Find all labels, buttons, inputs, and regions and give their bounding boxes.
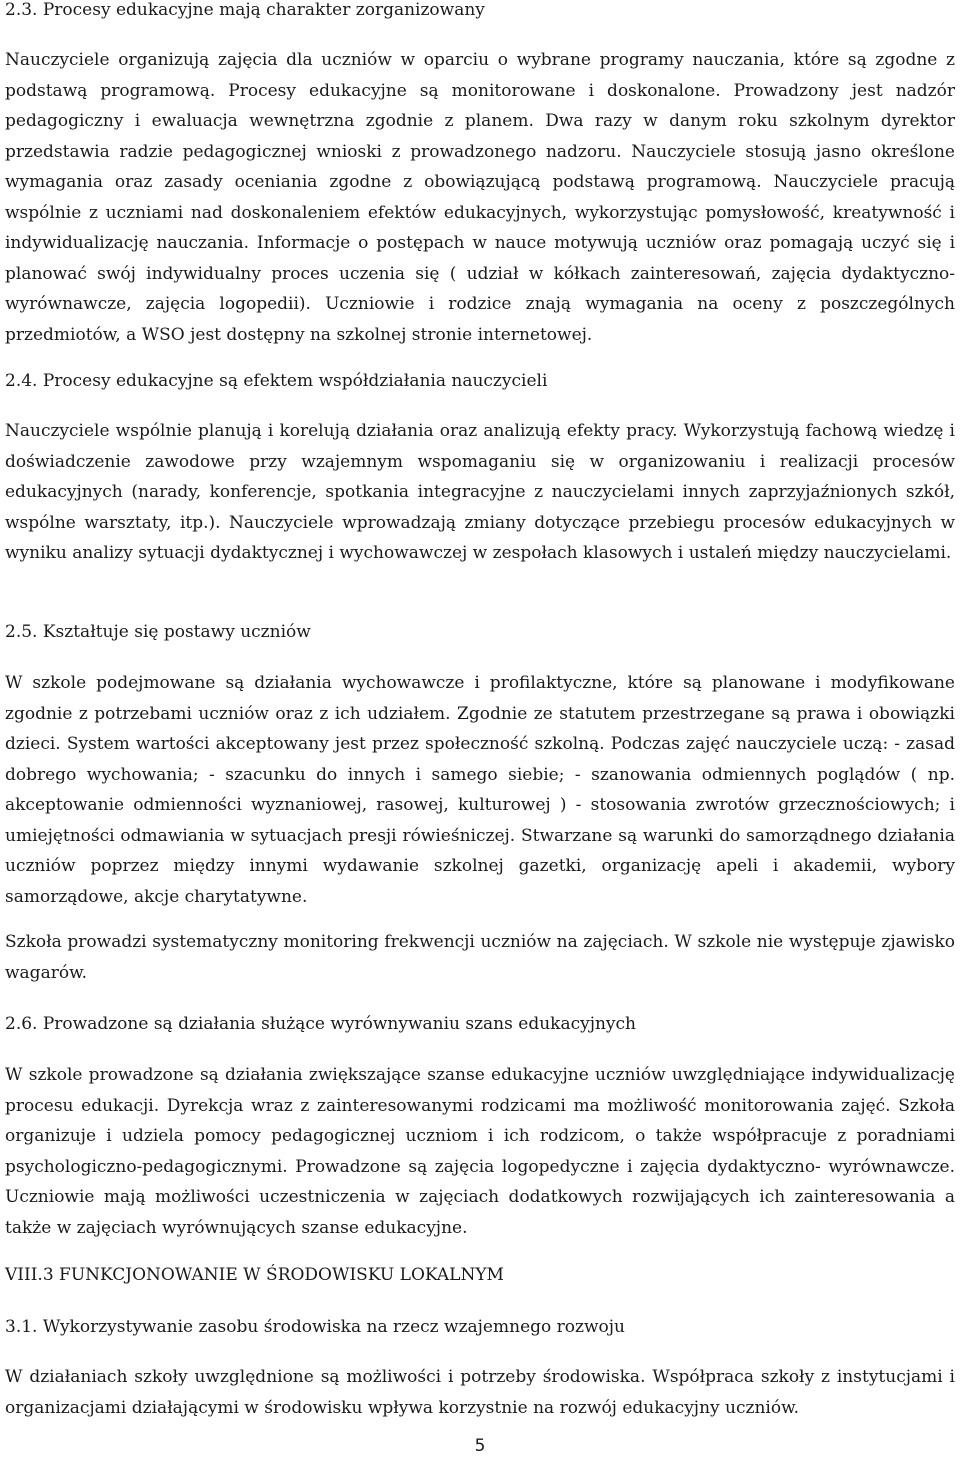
- subsection-heading-3-1: 3.1. Wykorzystywanie zasobu środowiska na rzecz wzajemnego rozwoju: [5, 1317, 625, 1337]
- page-number: 5: [474, 1436, 486, 1456]
- section-heading-2-4: 2.4. Procesy edukacyjne są efektem współdziałania nauczycieli: [5, 371, 548, 391]
- section-paragraph-2-5-monitoring: Szkoła prowadzi systematyczny monitoring frekwencji uczniów na zajęciach. W szkole nie występuje zjawisko wagarów.: [5, 932, 955, 983]
- section-paragraph-2-4: Nauczyciele wspólnie planują i korelują działania oraz analizują efekty pracy. Wykorzystują fachową wiedzę i doświadczenie zawodowe przy wzajemnym wspomaganiu się w organizowaniu i realizacji procesów edukacyjnych (narady, konferencje, spotkania integracyjne z nauczycielami innych zaprzyjaźnionych szkół, wspólne warsztaty, itp.). Nauczyciele wprowadzają zmiany dotyczące przebiegu procesów edukacyjnych w wyniku analizy sytuacji dydaktycznej i wychowawczej w zespołach klasowych i ustaleń między nauczycielami.: [5, 421, 955, 563]
- chapter-heading: VIII.3 FUNKCJONOWANIE W ŚRODOWISKU LOKALNYM: [5, 1265, 504, 1285]
- section-heading-2-5: 2.5. Kształtuje się postawy uczniów: [5, 622, 311, 642]
- section-heading-2-6: 2.6. Prowadzone są działania służące wyrównywaniu szans edukacyjnych: [5, 1014, 637, 1034]
- section-paragraph-2-5: W szkole podejmowane są działania wychowawcze i profilaktyczne, które są planowane i modyfikowane zgodnie z potrzebami uczniów oraz z ich udziałem. Zgodnie ze statutem przestrzegane są prawa i obowiązki dzieci. System wartości akceptowany jest przez społeczność szkolną. Podczas zajęć nauczyciele uczą: - zasad dobrego wychowania; - szacunku do innych i samego siebie; - szanowania odmiennych poglądów ( np. akceptowanie odmienności wyznaniowej, rasowej, kulturowej ) - stosowania zwrotów grzecznościowych; i umiejętności odmawiania w sytuacjach presji rówieśniczej. Stwarzane są warunki do samorządnego działania uczniów poprzez między innymi wydawanie szkolnej gazetki, organizację apeli i akademii, wybory samorządowe, akcje charytatywne.: [5, 673, 955, 907]
- subsection-paragraph-3-1: W działaniach szkoły uwzględnione są możliwości i potrzeby środowiska. Współpraca szkoły z instytucjami i organizacjami działającymi w środowisku wpływa korzystnie na rozwój edukacyjny uczniów.: [5, 1367, 955, 1418]
- section-heading-2-3: 2.3. Procesy edukacyjne mają charakter zorganizowany: [5, 0, 485, 20]
- section-paragraph-2-3: Nauczyciele organizują zajęcia dla uczniów w oparciu o wybrane programy nauczania, które są zgodne z podstawą programową. Procesy edukacyjne są monitorowane i doskonalone. Prowadzony jest nadzór pedagogiczny i ewaluacja wewnętrzna zgodnie z planem. Dwa razy w danym roku szkolnym dyrektor przedstawia radzie pedagogicznej wnioski z prowadzonego nadzoru. Nauczyciele stosują jasno określone wymagania oraz zasady oceniania zgodne z obowiązującą podstawą programową. Nauczyciele pracują wspólnie z uczniami nad doskonaleniem efektów edukacyjnych, wykorzystując pomysłowość, kreatywność i indywidualizację nauczania. Informacje o postępach w nauce motywują uczniów oraz pomagają uczyć się i planować swój indywidualny proces uczenia się ( udział w kółkach zainteresowań, zajęcia dydaktyczno- wyrównawcze, zajęcia logopedii). Uczniowie i rodzice znają wymagania na oceny z poszczególnych przedmiotów, a WSO jest dostępny na szkolnej stronie internetowej.: [5, 50, 955, 345]
- section-paragraph-2-6: W szkole prowadzone są działania zwiększające szanse edukacyjne uczniów uwzględniające indywidualizację procesu edukacji. Dyrekcja wraz z zainteresowanymi rodzicami ma możliwość monitorowania zajęć. Szkoła organizuje i udziela pomocy pedagogicznej uczniom i ich rodzicom, o także współpracuje z poradniami psychologiczno-pedagogicznymi. Prowadzone są zajęcia logopedyczne i zajęcia dydaktyczno- wyrównawcze. Uczniowie mają możliwości uczestniczenia w zajęciach dodatkowych rozwijających ich zainteresowania a także w zajęciach wyrównujących szanse edukacyjne.: [5, 1065, 955, 1238]
